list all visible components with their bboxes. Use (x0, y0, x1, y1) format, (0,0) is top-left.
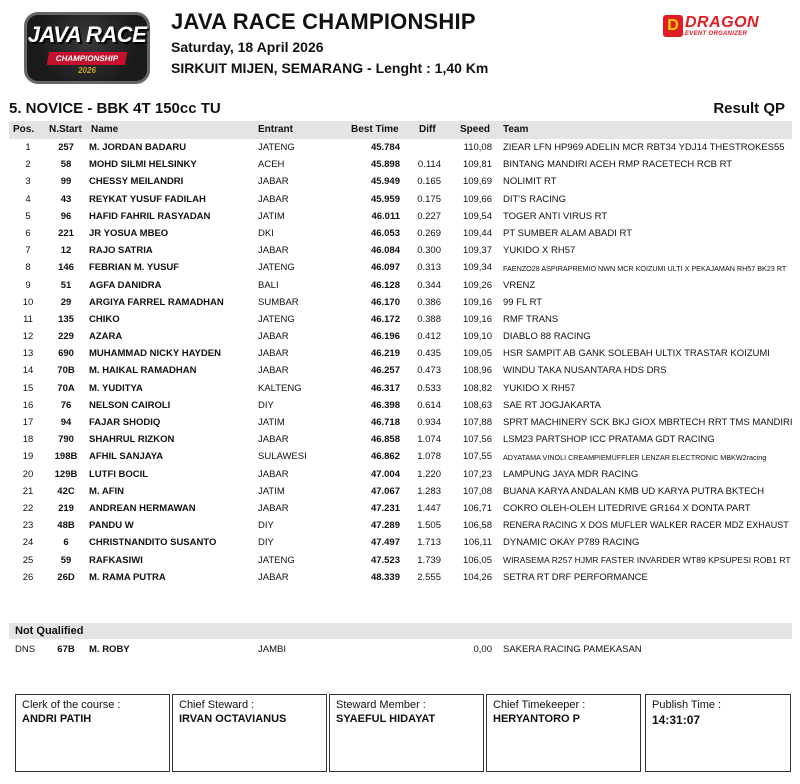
cell-best-time: 46.862 (370, 451, 400, 463)
cell-speed: 106,11 (463, 537, 492, 549)
cell-entrant: JATIM (258, 417, 285, 428)
cell-best-time: 45.898 (370, 159, 400, 171)
cell-team: COKRO OLEH-OLEH LITEDRIVE GR164 X DONTA PART (503, 502, 751, 514)
cell-diff: 1.505 (417, 520, 441, 532)
cell-name: MUHAMMAD NICKY HAYDEN (89, 348, 221, 360)
cell-start-number: 42C (57, 485, 75, 497)
cell-name: M. RAMA PUTRA (89, 571, 166, 583)
cell-team: VRENZ (503, 279, 536, 291)
cell-speed: 107,88 (462, 417, 492, 428)
cell-team: FAENZO28 ASPIRAPREMIO NWN MCR KOIZUMI ULTI X PEKAJAMAN RH57 BK23 RT (503, 264, 787, 274)
table-row (9, 517, 792, 534)
cell-diff: 0.227 (417, 210, 441, 222)
cell-speed: 110,08 (463, 142, 492, 153)
cell-best-time: 45.959 (370, 193, 400, 205)
cell-team: LSM23 PARTSHOP ICC PRATAMA GDT RACING (503, 434, 715, 446)
cell-start-number: 6 (63, 537, 69, 549)
cell-start-number: 221 (58, 227, 74, 239)
cell-start-number: 70B (57, 365, 75, 377)
clerk-label: Clerk of the course : (22, 699, 121, 711)
not-qualified-row (9, 641, 792, 658)
col-speed: Speed (460, 124, 491, 135)
cell-best-time: 46.219 (370, 348, 400, 360)
cell-pos: 23 (22, 520, 34, 532)
cell-best-time: 47.231 (370, 502, 400, 514)
chief-steward-name: IRVAN OCTAVIANUS (179, 713, 287, 725)
cell-name: M. JORDAN BADARU (89, 142, 187, 153)
cell-pos: 16 (22, 399, 34, 411)
cell-pos: 12 (22, 331, 34, 343)
cell-start-number: 51 (60, 279, 72, 291)
cell-pos: 7 (25, 245, 31, 257)
publish-time-label: Publish Time : (652, 699, 722, 711)
cell-name: NELSON CAIROLI (89, 399, 171, 411)
table-row (9, 225, 792, 242)
table-row (9, 173, 792, 190)
cell-best-time: 46.858 (370, 434, 400, 446)
cell-entrant: JATENG (258, 313, 295, 325)
cell-name: RAJO SATRIA (89, 245, 153, 257)
cell-diff: 0.473 (417, 365, 441, 377)
cell-pos: 19 (22, 451, 34, 463)
cell-pos: 5 (25, 210, 31, 222)
table-row (9, 277, 792, 294)
cell-team: RENERA RACING X DOS MUFLER WALKER RACER MDZ EXHAUST (503, 520, 789, 531)
cell-team: ZIEAR LFN HP969 ADELIN MCR RBT34 YDJ14 THESTROKES55 (503, 142, 785, 153)
cell-speed: 109,34 (462, 262, 492, 274)
cell-entrant: JABAR (258, 434, 289, 446)
cell-start-number: 198B (54, 451, 78, 463)
cell-best-time: 46.317 (370, 382, 400, 394)
cell-start-number: 48B (57, 520, 75, 532)
table-row (9, 191, 792, 208)
event-date: Saturday, 18 April 2026 (171, 39, 324, 55)
chief-steward-label: Chief Steward : (179, 699, 255, 711)
cell-speed: 107,56 (462, 434, 492, 446)
table-row (9, 483, 792, 500)
cell-diff: 2.555 (417, 571, 441, 583)
cell-name: MOHD SILMI HELSINKY (89, 159, 197, 171)
cell-entrant: JABAR (258, 348, 289, 360)
cell-pos: 8 (25, 262, 31, 274)
clerk-box (15, 694, 170, 772)
cell-speed: 106,71 (462, 502, 492, 514)
cell-name: M. ROBY (89, 644, 130, 655)
cell-name: AFHIL SANJAYA (89, 451, 164, 463)
cell-team: WINDU TAKA NUSANTARA HDS DRS (503, 365, 667, 377)
cell-best-time: 46.196 (370, 331, 400, 343)
table-row (9, 380, 792, 397)
cell-start-number: 12 (60, 245, 72, 257)
cell-start-number: 790 (58, 434, 74, 446)
cell-name: CHRISTNANDITO SUSANTO (89, 537, 217, 549)
col-entrant: Entrant (258, 124, 293, 135)
cell-name: CHIKO (89, 313, 120, 325)
cell-start-number: 219 (58, 502, 74, 514)
cell-team: RMF TRANS (503, 313, 559, 325)
cell-best-time: 47.289 (370, 520, 400, 532)
table-row (9, 500, 792, 517)
logo-line-1: JAVA RACE (27, 22, 147, 47)
cell-diff: 1.074 (417, 434, 441, 446)
cell-best-time: 46.172 (370, 313, 400, 325)
cell-pos: 24 (22, 537, 34, 549)
cell-start-number: 76 (60, 399, 72, 411)
cell-best-time: 46.398 (370, 399, 400, 411)
steward-member-label: Steward Member : (336, 699, 426, 711)
table-row (9, 362, 792, 379)
cell-start-number: 229 (58, 331, 74, 343)
results-table-header (9, 121, 792, 139)
table-row (9, 431, 792, 448)
cell-best-time: 46.718 (370, 417, 400, 428)
table-row (9, 311, 792, 328)
cell-team: HSR SAMPIT AB GANK SOLEBAH ULTIX TRASTAR KOIZUMI (503, 348, 770, 360)
cell-best-time: 45.784 (370, 142, 400, 153)
cell-team: SAE RT JOGJAKARTA (503, 399, 602, 411)
cell-diff: 1.447 (417, 502, 441, 514)
cell-best-time: 47.067 (370, 485, 400, 497)
event-title: JAVA RACE CHAMPIONSHIP (171, 9, 476, 34)
chief-timekeeper-box (486, 694, 641, 772)
cell-diff: 1.713 (417, 537, 441, 549)
cell-name: M. AFIN (89, 485, 125, 497)
cell-start-number: 146 (58, 262, 74, 274)
cell-diff: 0.934 (417, 417, 441, 428)
cell-speed: 109,69 (462, 176, 492, 188)
cell-pos: 6 (25, 227, 31, 239)
cell-diff: 1.220 (417, 468, 441, 480)
cell-start-number: 96 (60, 210, 72, 222)
cell-speed: 107,08 (462, 485, 492, 497)
cell-speed: 106,05 (462, 554, 492, 566)
cell-team: TOGER ANTI VIRUS RT (503, 210, 608, 222)
cell-name: M. YUDITYA (89, 382, 143, 394)
results-table (9, 139, 792, 586)
cell-speed: 108,96 (462, 365, 492, 377)
cell-team: ADYATAMA VINOLI CREAMPIEMUFFLER LENZAR ELECTRONIC MBKW2racing (503, 453, 767, 463)
cell-team: PT SUMBER ALAM ABADI RT (503, 227, 632, 239)
cell-diff: 0.435 (417, 348, 441, 360)
cell-team: BUANA KARYA ANDALAN KMB UD KARYA PUTRA BKTECH (503, 485, 765, 497)
cell-entrant: JATENG (258, 554, 295, 566)
cell-speed: 109,37 (462, 245, 492, 257)
cell-entrant: JAMBI (258, 644, 286, 655)
cell-best-time: 46.257 (370, 365, 400, 377)
cell-name: FEBRIAN M. YUSUF (89, 262, 180, 274)
cell-pos: 2 (25, 159, 31, 171)
cell-entrant: JATIM (258, 210, 285, 222)
cell-pos: 11 (23, 313, 33, 325)
event-venue: SIRKUIT MIJEN, SEMARANG - Lenght : 1,40 Km (171, 60, 489, 76)
cell-best-time: 46.128 (370, 279, 400, 291)
cell-pos: 25 (22, 554, 34, 566)
table-row (9, 466, 792, 483)
sponsor-logo (663, 14, 763, 40)
cell-speed: 109,44 (462, 227, 492, 239)
sponsor-mark: D (663, 15, 683, 37)
cell-name: HAFID FAHRIL RASYADAN (89, 210, 211, 222)
cell-name: JR YOSUA MBEO (89, 227, 169, 239)
event-logo (24, 12, 150, 84)
col-start: N.Start (49, 124, 82, 135)
cell-pos: 14 (22, 365, 34, 377)
sponsor-name: DRAGON (685, 14, 760, 31)
cell-entrant: JABAR (258, 245, 289, 257)
cell-entrant: BALI (258, 279, 279, 291)
logo-line-2: CHAMPIONSHIP (47, 52, 127, 65)
cell-diff: 0.533 (417, 382, 441, 394)
steward-member-name: SYAEFUL HIDAYAT (336, 713, 436, 725)
cell-entrant: ACEH (258, 159, 285, 171)
cell-speed: 109,16 (462, 296, 492, 308)
table-row (9, 259, 792, 276)
chief-timekeeper-label: Chief Timekeeper : (493, 699, 586, 711)
cell-entrant: JABAR (258, 571, 289, 583)
cell-start-number: 43 (60, 193, 72, 205)
cell-team: SPRT MACHINERY SCK BKJ GIOX MBRTECH RRT TMS MANDIRI (503, 417, 793, 428)
cell-pos: 22 (22, 502, 34, 514)
cell-diff: 0.344 (417, 279, 441, 291)
cell-best-time: 47.497 (370, 537, 400, 549)
cell-entrant: DKI (258, 227, 274, 239)
cell-speed: 107,23 (462, 468, 492, 480)
cell-speed: 109,10 (462, 331, 492, 343)
cell-best-time: 48.339 (370, 571, 400, 583)
table-row (9, 208, 792, 225)
cell-start-number: 129B (54, 468, 78, 480)
cell-entrant: JATENG (258, 262, 295, 274)
cell-entrant: JABAR (258, 502, 289, 514)
col-diff: Diff (419, 124, 436, 135)
cell-diff: 0.313 (417, 262, 441, 274)
cell-status: DNS (15, 644, 36, 655)
class-title: 5. NOVICE - BBK 4T 150cc TU (9, 100, 221, 117)
cell-name: CHESSY MEILANDRI (89, 176, 184, 188)
cell-entrant: JABAR (258, 176, 289, 188)
clerk-name: ANDRI PATIH (22, 713, 92, 725)
cell-pos: 9 (25, 279, 31, 291)
cell-start-number: 59 (60, 554, 72, 566)
table-row (9, 534, 792, 551)
cell-team: YUKIDO X RH57 (503, 245, 576, 257)
cell-team: 99 FL RT (503, 296, 543, 308)
cell-best-time: 46.011 (371, 210, 400, 222)
cell-name: AZARA (89, 331, 123, 343)
table-row (9, 345, 792, 362)
cell-entrant: JABAR (258, 468, 289, 480)
chief-steward-box (172, 694, 327, 772)
cell-entrant: SUMBAR (258, 296, 299, 308)
cell-pos: 18 (22, 434, 34, 446)
cell-diff: 0.388 (417, 313, 441, 325)
cell-team: SETRA RT DRF PERFORMANCE (503, 571, 648, 583)
cell-start-number: 690 (58, 348, 74, 360)
table-row (9, 156, 792, 173)
cell-team: LAMPUNG JAYA MDR RACING (503, 468, 639, 480)
cell-entrant: DIY (258, 520, 274, 532)
cell-name: PANDU W (89, 520, 134, 532)
logo-line-3: 2026 (78, 66, 96, 75)
cell-speed: 109,66 (462, 193, 492, 205)
cell-entrant: KALTENG (258, 382, 302, 394)
cell-best-time: 46.170 (370, 296, 400, 308)
cell-name: REYKAT YUSUF FADILAH (89, 193, 206, 205)
cell-team: YUKIDO X RH57 (503, 382, 576, 394)
cell-diff: 0.165 (417, 176, 441, 188)
cell-start-number: 58 (60, 159, 72, 171)
cell-diff: 0.175 (417, 193, 441, 205)
cell-diff: 0.269 (417, 227, 441, 239)
cell-entrant: DIY (258, 399, 274, 411)
result-type: Result QP (713, 100, 785, 117)
cell-team: NOLIMIT RT (503, 176, 557, 188)
cell-team: DYNAMIC OKAY P789 RACING (503, 537, 640, 549)
cell-diff: 0.412 (417, 331, 441, 343)
cell-best-time: 46.053 (370, 227, 400, 239)
table-row (9, 552, 792, 569)
cell-entrant: JABAR (258, 331, 289, 343)
sponsor-subtitle: EVENT ORGANIZER (685, 31, 748, 37)
cell-entrant: JATIM (258, 485, 285, 497)
cell-diff: 0.114 (417, 159, 441, 171)
table-row (9, 448, 792, 465)
cell-start-number: 29 (60, 296, 72, 308)
chief-timekeeper-name: HERYANTORO P (493, 713, 581, 725)
cell-start-number: 70A (57, 382, 75, 394)
cell-pos: 10 (22, 296, 34, 308)
cell-best-time: 47.523 (370, 554, 400, 566)
cell-best-time: 47.004 (370, 468, 400, 480)
cell-team: DIABLO 88 RACING (503, 331, 591, 343)
cell-speed: 107,55 (462, 451, 492, 463)
cell-pos: 17 (22, 417, 34, 428)
cell-name: ARGIYA FARREL RAMADHAN (89, 296, 224, 308)
cell-speed: 106,58 (462, 520, 492, 532)
cell-speed: 109,05 (462, 348, 492, 360)
cell-diff: 1.283 (417, 485, 441, 497)
cell-pos: 13 (22, 348, 34, 360)
cell-speed: 108,63 (462, 399, 492, 411)
cell-name: M. HAIKAL RAMADHAN (89, 365, 197, 377)
cell-team: SAKERA RACING PAMEKASAN (503, 644, 642, 655)
cell-pos: 3 (25, 176, 31, 188)
cell-diff: 1.739 (417, 554, 441, 566)
publish-time-box (645, 694, 791, 772)
cell-start-number: 135 (58, 313, 74, 325)
col-team: Team (503, 124, 529, 135)
cell-entrant: SULAWESI (258, 451, 307, 463)
cell-start-number: 99 (60, 176, 72, 188)
cell-best-time: 46.084 (370, 245, 400, 257)
table-row (9, 569, 792, 586)
cell-name: FAJAR SHODIQ (89, 417, 161, 428)
table-row (9, 139, 792, 156)
steward-member-box (329, 694, 484, 772)
cell-team: DIT'S RACING (503, 193, 567, 205)
cell-name: RAFKASIWI (89, 554, 143, 566)
cell-speed: 108,82 (462, 382, 492, 394)
cell-name: ANDREAN HERMAWAN (89, 502, 196, 514)
cell-entrant: JATENG (258, 142, 295, 153)
cell-pos: 4 (25, 193, 31, 205)
not-qualified-header: Not Qualified (9, 623, 792, 639)
table-row (9, 242, 792, 259)
cell-start-number: 257 (58, 142, 74, 153)
cell-pos: 15 (22, 382, 34, 394)
cell-pos: 26 (22, 571, 34, 583)
cell-best-time: 46.097 (370, 262, 400, 274)
cell-start-number: 67B (57, 644, 75, 655)
cell-entrant: JABAR (258, 193, 289, 205)
col-best-time: Best Time (351, 124, 399, 135)
cell-diff: 0.614 (417, 399, 441, 411)
cell-team: WIRASEMA R257 HJMR FASTER INVARDER WT89 KPSUPESI ROB1 RT (503, 554, 791, 565)
cell-pos: 20 (22, 468, 34, 480)
cell-name: LUTFI BOCIL (89, 468, 149, 480)
table-row (9, 397, 792, 414)
cell-entrant: JABAR (258, 365, 289, 377)
cell-team: BINTANG MANDIRI ACEH RMP RACETECH RCB RT (503, 159, 733, 171)
cell-speed: 109,54 (462, 210, 492, 222)
col-name: Name (91, 124, 119, 135)
cell-start-number: 94 (60, 417, 72, 428)
cell-speed: 109,16 (462, 313, 492, 325)
cell-speed: 109,81 (462, 159, 492, 171)
cell-entrant: DIY (258, 537, 274, 549)
cell-name: AGFA DANIDRA (89, 279, 162, 291)
cell-speed: 104,26 (462, 571, 492, 583)
cell-diff: 0.300 (417, 245, 441, 257)
col-pos: Pos. (13, 124, 35, 135)
cell-speed: 109,26 (462, 279, 492, 291)
cell-diff: 0.386 (417, 296, 441, 308)
cell-pos: 1 (25, 142, 31, 153)
cell-start-number: 26D (57, 571, 75, 583)
publish-time-value: 14:31:07 (652, 713, 701, 727)
cell-diff: 1.078 (417, 451, 441, 463)
table-row (9, 328, 792, 345)
cell-best-time: 45.949 (370, 176, 400, 188)
table-row (9, 414, 792, 431)
table-row (9, 294, 792, 311)
cell-name: SHAHRUL RIZKON (89, 434, 175, 446)
cell-pos: 21 (22, 485, 34, 497)
cell-speed: 0,00 (473, 644, 492, 655)
